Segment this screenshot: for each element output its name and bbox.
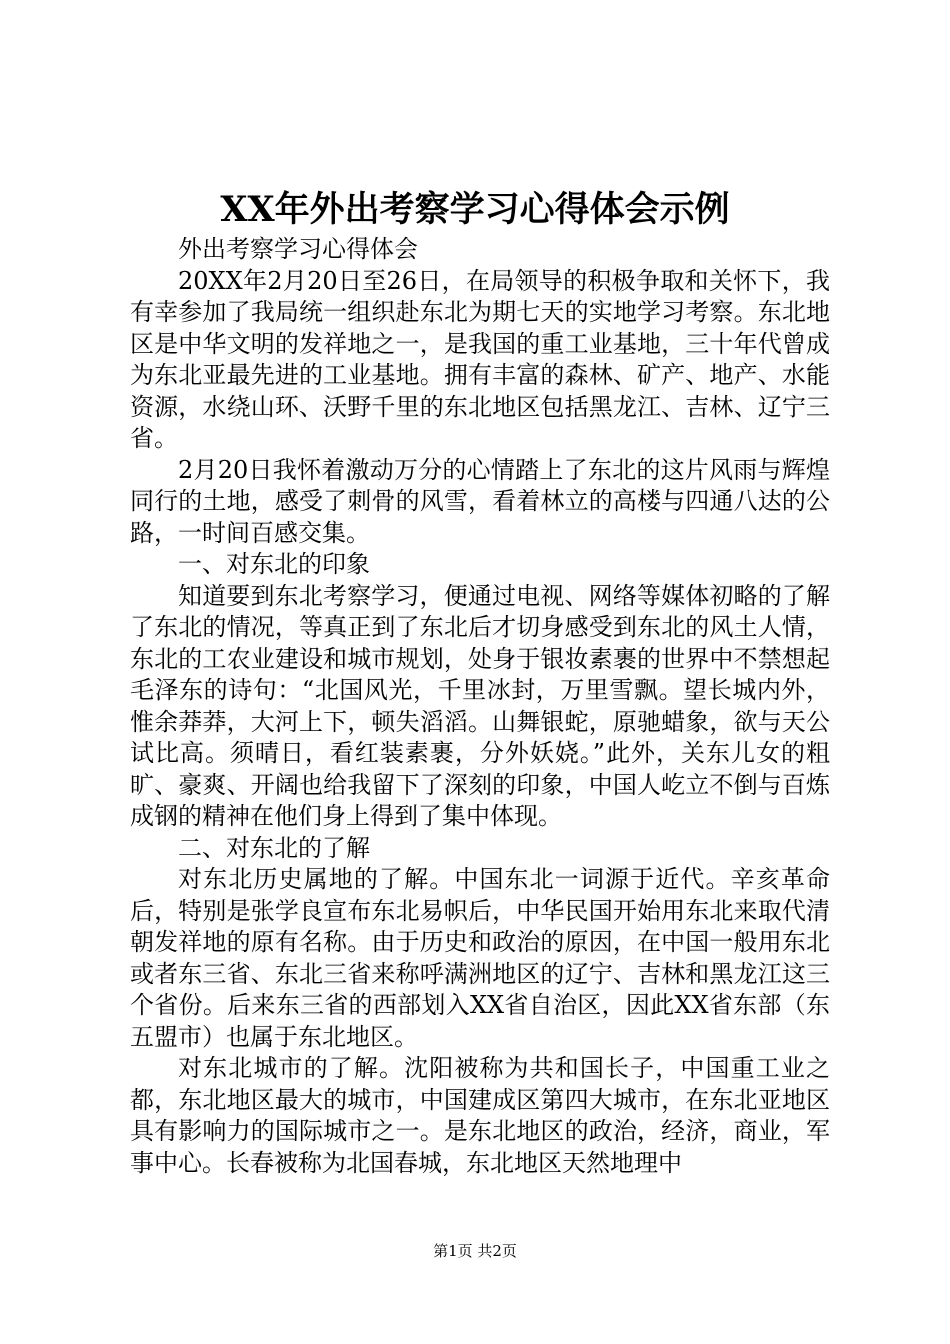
paragraph-arrival: 2月20日我怀着激动万分的心情踏上了东北的这片风雨与辉煌同行的土地，感受了刺骨的风雪，看着林立的高楼与四通八达的公路，一时间百感交集。	[130, 455, 830, 547]
paragraph-subtitle: 外出考察学习心得体会	[178, 235, 418, 263]
paragraph-cities: 对东北城市的了解。沈阳被称为共和国长子，中国重工业之都，东北地区最大的城市，中国建成区第四大城市，在东北亚地区具有影响力的国际城市之一。是东北地区的政治，经济，商业，军事中心。长春被称为北国春城，东北地区天然地理中	[130, 1054, 830, 1177]
section-heading-impression: 一、对东北的印象	[178, 550, 370, 578]
paragraph-impression: 知道要到东北考察学习，便通过电视、网络等媒体初略的了解了东北的情况，等真正到了东北后才切身感受到东北的风土人情，东北的工农业建设和城市规划，处身于银妆素裹的世界中不禁想起毛泽东的诗句：“北国风光，千里冰封，万里雪飘。望长城内外，惟余莽莽，大河上下，顿失滔滔。山舞银蛇，原驰蜡象，欲与天公试比高。须晴日，看红装素裹，分外妖娆。”此外，关东儿女的粗旷、豪爽、开阔也给我留下了深刻的印象，中国人屹立不倒与百炼成钢的精神在他们身上得到了集中体现。	[130, 581, 830, 830]
paragraph-history: 对东北历史属地的了解。中国东北一词源于近代。辛亥革命后，特别是张学良宣布东北易帜后，中华民国开始用东北来取代清朝发祥地的原有名称。由于历史和政治的原因，在中国一般用东北或者东三省、东北三省来称呼满洲地区的辽宁、吉林和黑龙江这三个省份。后来东三省的西部划入XX省自治区，因此XX省东部（东五盟市）也属于东北地区。	[130, 865, 830, 1051]
paragraph-intro: 20XX年2月20日至26日，在局领导的积极争取和关怀下，我有幸参加了我局统一组织赴东北为期七天的实地学习考察。东北地区是中华文明的发祥地之一，是我国的重工业基地，三十年代曾成为东北亚最先进的工业基地。拥有丰富的森林、矿产、地产、水能资源，水绕山环、沃野千里的东北地区包括黑龙江、吉林、辽宁三省。	[130, 266, 830, 452]
page-footer: 第1页 共2页	[433, 1242, 517, 1260]
document-body	[130, 234, 830, 1179]
document-title: XX年外出考察学习心得体会示例	[220, 189, 730, 230]
section-heading-understanding: 二、对东北的了解	[178, 833, 370, 862]
